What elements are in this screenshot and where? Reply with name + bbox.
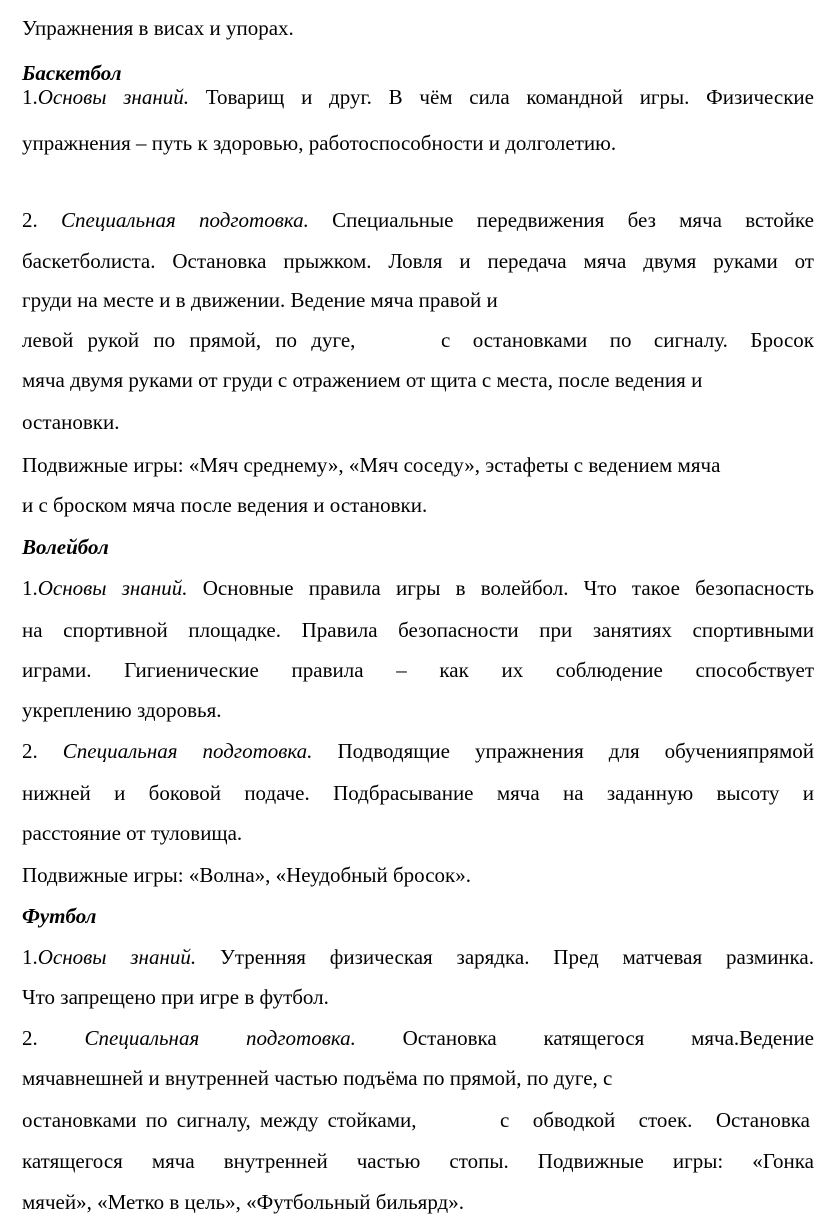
basketball-games-line-2: и с броском мяча после ведения и остановки. — [22, 493, 428, 517]
basketball-p2-line-3: груди на месте и в движении. Ведение мяча правой и — [22, 288, 498, 312]
basketball-games-line-1: Подвижные игры: «Мяч среднему», «Мяч соседу», эстафеты с ведением мяча — [22, 453, 721, 477]
football-p2-line-4: катящегося мяча внутренней частью стопы. Подвижные игры: «Гонка — [22, 1149, 814, 1173]
basketball-p1-line-2: упражнения – путь к здоровью, работоспособности и долголетию. — [22, 131, 617, 155]
volleyball-p1-line-2: на спортивной площадке. Правила безопасности при занятиях спортивными — [22, 618, 814, 642]
basketball-p2-line-4a: левой рукой по прямой, по дуге, — [22, 328, 356, 352]
volleyball-p2-line-1: 2. Специальная подготовка. Подводящие упражнения для обученияпрямой — [22, 739, 815, 763]
volleyball-p1-line-1: 1.Основы знаний. Основные правила игры в волейбол. Что такое безопасность — [22, 576, 814, 600]
football-heading: Футбол — [22, 904, 97, 928]
basketball-p2-line-6: остановки. — [22, 410, 120, 434]
football-p2-line-5: мячей», «Метко в цель», «Футбольный бильярд». — [22, 1190, 464, 1214]
football-p2-line-3: остановками по сигналу, между стойками, — [22, 1108, 417, 1132]
volleyball-heading: Волейбол — [22, 535, 109, 559]
volleyball-games-line: Подвижные игры: «Волна», «Неудобный бросок». — [22, 863, 471, 887]
basketball-p1-line-1: 1.Основы знаний. Товарищ и друг. В чём сила командной игры. Физические — [22, 85, 814, 109]
volleyball-p1-line-3: играми. Гигиенические правила – как их соблюдение способствует — [22, 658, 814, 682]
football-p1-line-1: 1.Основы знаний. Утренняя физическая зарядка. Пред матчевая разминка. — [22, 945, 814, 969]
basketball-p2-line-4b: с остановками по сигналу. Бросок — [441, 328, 814, 352]
football-p2-line-3b: с обводкой стоек. Остановка — [500, 1108, 810, 1132]
basketball-heading: Баскетбол — [22, 61, 122, 85]
intro-line: Упражнения в висах и упорах. — [22, 16, 294, 40]
volleyball-p2-line-2: нижней и боковой подаче. Подбрасывание мяча на заданную высоту и — [22, 781, 814, 805]
basketball-p2-line-1: 2. Специальная подготовка. Специальные передвижения без мяча встойке — [22, 208, 814, 232]
volleyball-p1-line-4: укреплению здоровья. — [22, 698, 222, 722]
football-p2-line-2: мячавнешней и внутренней частью подъёма по прямой, по дуге, с — [22, 1066, 613, 1090]
football-p2-line-1: 2. Специальная подготовка. Остановка катящегося мяча.Ведение — [22, 1026, 815, 1050]
football-p1-line-2: Что запрещено при игре в футбол. — [22, 985, 329, 1009]
basketball-p2-line-2: баскетболиста. Остановка прыжком. Ловля и передача мяча двумя руками от — [22, 249, 814, 273]
volleyball-p2-line-3: расстояние от туловища. — [22, 821, 243, 845]
basketball-p2-line-5: мяча двумя руками от груди с отражением от щита с места, после ведения и — [22, 368, 703, 392]
